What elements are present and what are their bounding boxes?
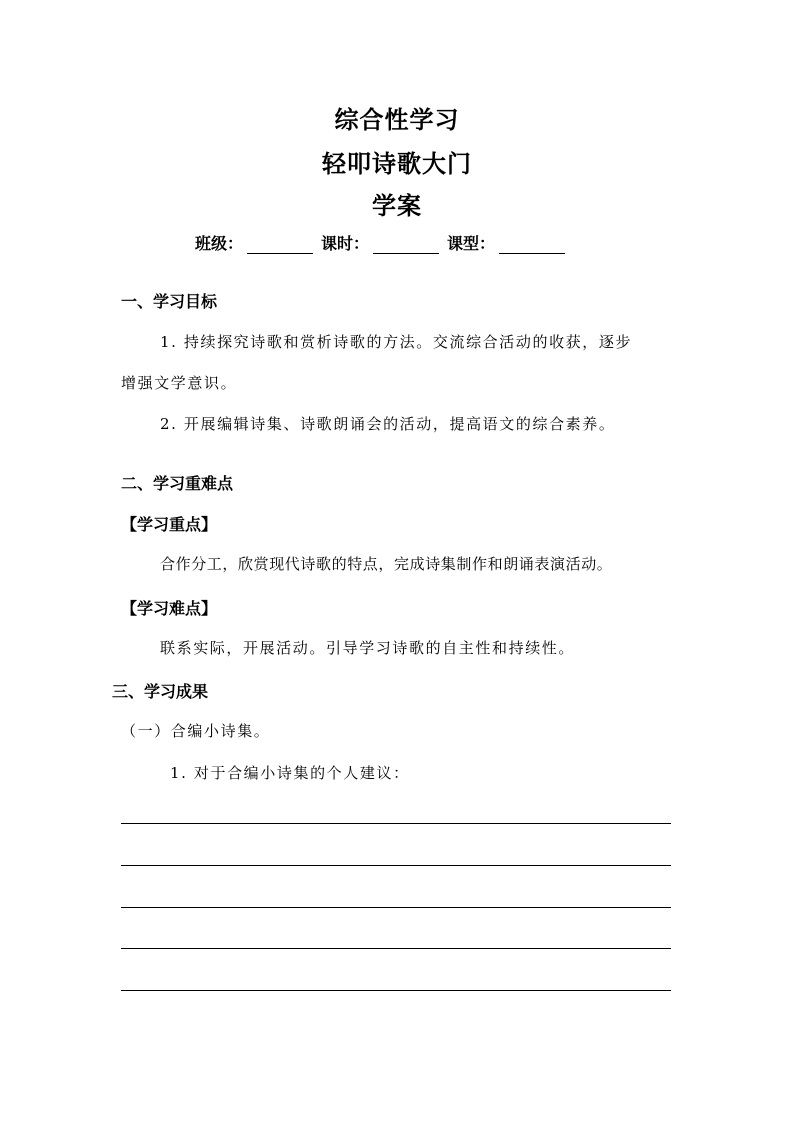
document-subtitle: 轻叩诗歌大门: [322, 150, 472, 178]
question-1: 1. 对于合编小诗集的个人建议：: [170, 764, 410, 782]
answer-line[interactable]: [121, 948, 671, 949]
type-label: 课型：: [447, 234, 496, 253]
period-blank[interactable]: [373, 235, 439, 254]
class-blank[interactable]: [247, 235, 313, 254]
key-points-text: 合作分工，欣赏现代诗歌的特点，完成诗集制作和朗诵表演活动。: [160, 555, 613, 573]
answer-line[interactable]: [121, 823, 671, 824]
objective-1-line1: 1. 持续探究诗歌和赏析诗歌的方法。交流综合活动的收获，逐步: [160, 333, 633, 351]
type-blank[interactable]: [499, 235, 565, 254]
key-points-label: 【学习重点】: [121, 515, 218, 534]
period-label: 课时：: [321, 234, 370, 253]
document-title: 综合性学习: [334, 106, 460, 134]
answer-line[interactable]: [121, 865, 671, 866]
section3-heading: 三、学习成果: [112, 682, 209, 701]
difficult-points-text: 联系实际，开展活动。引导学习诗歌的自主性和持续性。: [160, 639, 576, 657]
objective-1-line2: 增强文学意识。: [121, 374, 238, 392]
difficult-points-label: 【学习难点】: [121, 599, 218, 618]
answer-line[interactable]: [121, 990, 671, 991]
objective-2: 2. 开展编辑诗集、诗歌朗诵会的活动，提高语文的综合素养。: [160, 415, 616, 433]
class-label: 班级：: [195, 234, 244, 253]
section1-heading: 一、学习目标: [121, 292, 218, 311]
info-row: [195, 230, 573, 254]
subsection-1: （一）合编小诗集。: [121, 722, 271, 740]
document-type-title: 学案: [372, 192, 422, 220]
section2-heading: 二、学习重难点: [121, 474, 234, 493]
answer-line[interactable]: [121, 907, 671, 908]
